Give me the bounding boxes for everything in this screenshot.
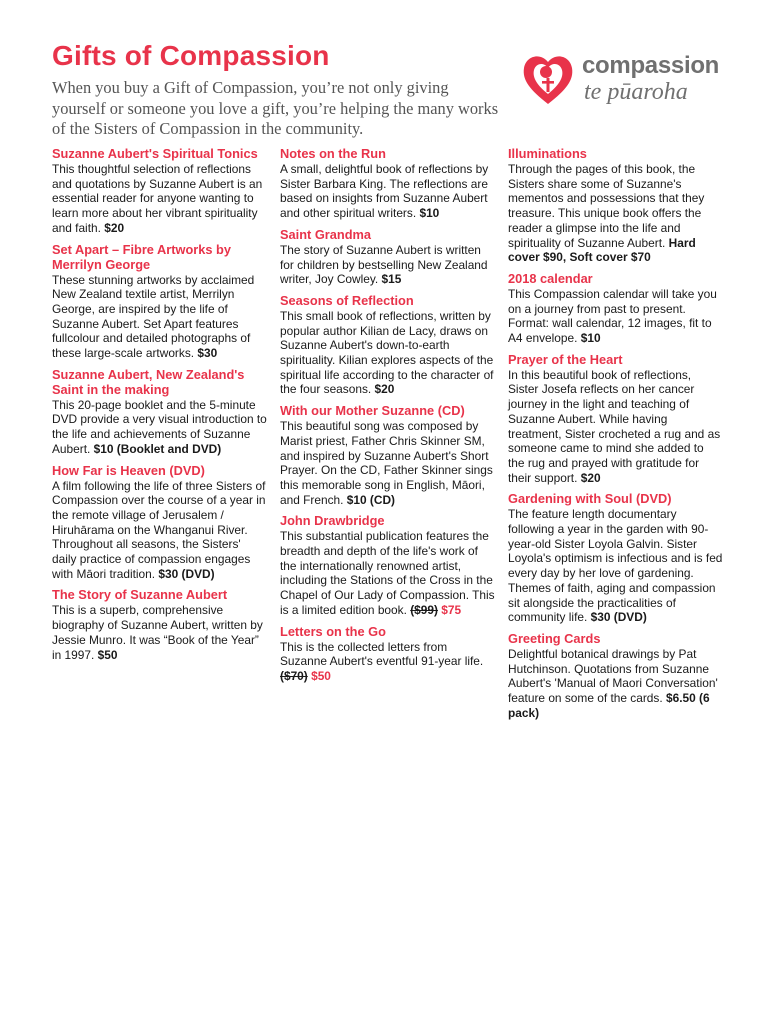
product-item <box>508 146 723 265</box>
product-desc: This 20-page booklet and the 5-minute DVD provide a very visual introduction to the life and achievements of Suzanne Aubert. $10 (Booklet and DVD) <box>52 397 267 456</box>
product-title: 2018 calendar <box>508 270 593 286</box>
product-title: Prayer of the Heart <box>508 351 623 367</box>
product-desc: The feature length documentary following a year in the garden with 90-year-old Sister Loyola Galvin. Sister Loyola's optimism is infectious and is fed every day by her love of gardening. Themes of faith, aging and compassion sit alongside the practicalities of community life. $30 (DVD) <box>508 507 723 625</box>
product-desc: This thoughtful selection of reflections and quotations by Suzanne Aubert is an essential reader for anyone wanting to learn more about her vibrant spirituality and faith. $20 <box>52 162 263 235</box>
column-2 <box>280 146 495 690</box>
product-title: Saint Grandma <box>280 226 372 242</box>
product-item <box>280 146 495 221</box>
product-price: $10 <box>419 206 440 221</box>
product-desc: A film following the life of three Sisters of Compassion over the course of a year in the remote village of Jerusalem / Hiruhārama on the Whanganui River. Throughout all seasons, the Sisters' daily practice of compassion engages with Māori tradition. $30 (DVD) <box>52 478 266 581</box>
product-price: $30 (DVD) <box>158 566 215 581</box>
product-item <box>280 513 495 617</box>
product-title: With our Mother Suzanne (CD) <box>280 403 465 419</box>
product-item <box>52 367 267 457</box>
page-title: Gifts of Compassion <box>52 40 330 71</box>
product-title: Greeting Cards <box>508 630 601 646</box>
product-desc: This small book of reflections, written by popular author Kilian de Lacy, draws on Suzanne Aubert's down-to-earth spirituality. Kilian explores aspects of the spiritual life according to the character of the four seasons. $20 <box>280 308 494 397</box>
heart-cross-icon <box>520 50 576 108</box>
product-item <box>280 403 495 507</box>
product-desc: This is the collected letters from Suzanne Aubert's eventful 91-year life. ($70) $50 <box>280 639 484 683</box>
product-price: $15 <box>381 272 402 287</box>
product-item <box>508 491 723 625</box>
product-title: The Story of Suzanne Aubert <box>52 587 228 603</box>
original-price: ($70) <box>280 668 308 683</box>
product-desc: In this beautiful book of reflections, Sister Josefa reflects on her cancer journey in the light and teaching of Suzanne Aubert. While having treatment, Sister crocheted a rug and as someone came to mind she added to the rug and prayed with gratitude for their support. $20 <box>508 367 721 485</box>
intro-text: When you buy a Gift of Compassion, you’re not only giving yourself or someone you love a gift, you’re helping the many works of the Sisters of Compassion in the community. <box>52 78 499 138</box>
logo-wordmark: compassion <box>582 52 720 79</box>
logo-tagline: te pūaroha <box>584 79 688 105</box>
product-desc: This beautiful song was composed by Marist priest, Father Chris Skinner SM, and inspired by Suzanne Aubert's Short Prayer. On the CD, Father Skinner sings this memorable song in English, Māori, and French. $10 (CD) <box>280 419 493 507</box>
product-title: Suzanne Aubert's Spiritual Tonics <box>52 146 258 161</box>
product-desc: The story of Suzanne Aubert is written for children by bestselling New Zealand writer, Joy Cowley. $15 <box>280 242 488 287</box>
product-item <box>52 587 267 662</box>
product-price: $10 (CD) <box>346 492 396 507</box>
product-item <box>508 631 723 721</box>
product-item <box>508 271 723 346</box>
product-item <box>280 227 495 287</box>
product-price: Hard cover $90, Soft cover $70 <box>508 235 696 265</box>
compassion-logo <box>520 50 730 110</box>
product-price: $6.50 (6 pack) <box>508 691 710 720</box>
column-3 <box>508 146 723 727</box>
product-price: $10 (Booklet and DVD) <box>93 441 222 456</box>
product-desc: A small, delightful book of reflections by Sister Barbara King. The reflections are based on insights from Suzanne Aubert and other spiritual writers. $10 <box>280 162 489 221</box>
product-desc: This Compassion calendar will take you on a journey from past to present. Format: wall calendar, 12 images, fit to A4 envelope. $10 <box>508 286 717 346</box>
product-desc: These stunning artworks by acclaimed New Zealand textile artist, Merrilyn George, are inspired by the life of Suzanne Aubert. Set Apart features fullcolour and detailed photographs of these large-scale artworks. $30 <box>52 272 255 361</box>
product-price: $30 (DVD) <box>590 610 647 625</box>
sale-price: $50 <box>311 668 331 683</box>
product-price: $50 <box>97 647 118 662</box>
original-price: ($99) <box>410 602 438 617</box>
product-title: Letters on the Go <box>280 623 386 639</box>
sale-price: $75 <box>441 602 462 617</box>
product-title: Notes on the Run <box>280 146 386 161</box>
product-desc: This substantial publication features the breadth and depth of the life's work of the internationally renowned artist, including the Stations of the Cross in the Chapel of Our Lady of Compassion. This is a limited edition book. ($99) $75 <box>280 529 495 617</box>
product-title: Set Apart – Fibre Artworks by Merrilyn George <box>52 241 231 272</box>
product-title: Suzanne Aubert, New Zealand's Saint in the making <box>52 366 245 397</box>
product-item <box>280 293 495 397</box>
product-price: $20 <box>580 470 601 485</box>
product-title: Illuminations <box>508 146 587 161</box>
product-item <box>52 242 267 361</box>
product-title: John Drawbridge <box>280 513 385 529</box>
product-desc: Delightful botanical drawings by Pat Hutchinson. Quotations from Suzanne Aubert's 'Manual of Maori Conversation' feature on some of the cards. $6.50 (6 pack) <box>508 646 718 720</box>
product-item <box>52 463 267 582</box>
product-desc: This is a superb, comprehensive biography of Suzanne Aubert, written by Jessie Munro. It was “Book of the Year” in 1997. $50 <box>52 603 263 662</box>
product-price: $30 <box>197 346 218 361</box>
product-item <box>52 146 267 236</box>
product-price: $10 <box>580 331 601 346</box>
product-item <box>508 352 723 486</box>
product-item <box>280 624 495 684</box>
product-price: $20 <box>374 382 395 397</box>
product-desc: Through the pages of this book, the Sisters share some of Suzanne's mementos and possessions that they treasure. This unique book offers the reader a glimpse into the life and spirituality of Suzanne Aubert. Hard cover $90, Soft cover $70 <box>508 162 705 265</box>
column-1 <box>52 146 267 668</box>
product-title: Gardening with Soul (DVD) <box>508 491 672 507</box>
product-title: How Far is Heaven (DVD) <box>52 462 205 478</box>
product-price: $20 <box>104 220 125 235</box>
product-title: Seasons of Reflection <box>280 292 414 308</box>
